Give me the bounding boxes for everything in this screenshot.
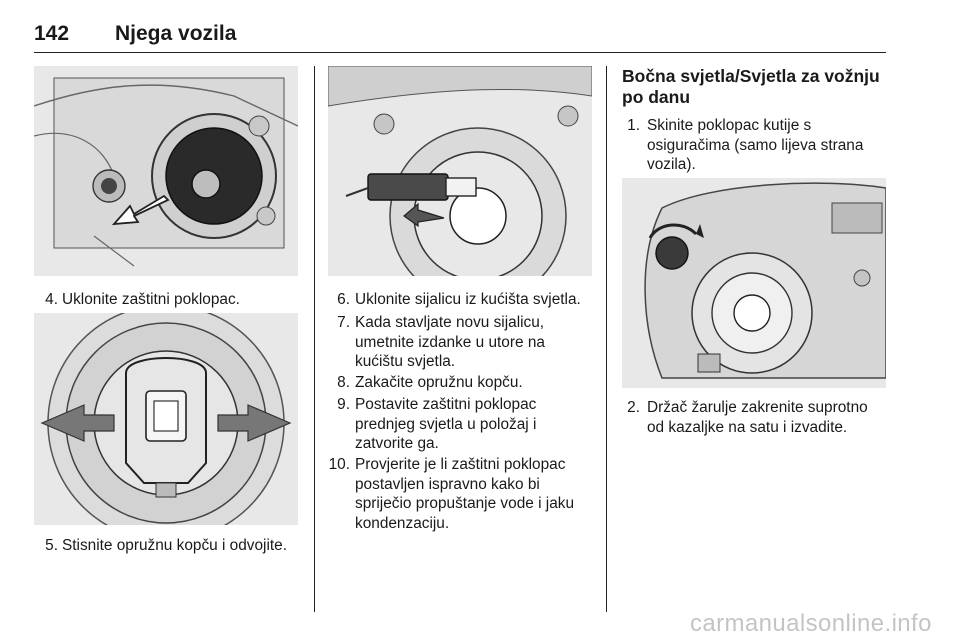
step-text: Uklonite sijalicu iz kućišta svjetla. <box>355 291 581 308</box>
page-title: Njega vozila <box>115 22 237 45</box>
step-text: Kada stavljate novu sijalicu, umetnite izdanke u utore na kućištu svjetla. <box>355 314 545 370</box>
side-light-drawing <box>622 178 886 388</box>
column-divider-2 <box>606 66 607 612</box>
step-text: Držač žarulje zakrenite suprotno od kazaljke na satu i izvadite. <box>647 399 868 436</box>
step-4 <box>34 290 304 310</box>
illustration-side-light <box>622 178 886 388</box>
step-6 <box>322 290 598 310</box>
bulb-removal-drawing <box>328 66 592 276</box>
step-text: Skinite poklopac kutije s osiguračima (samo lijeva strana vozila). <box>647 117 864 173</box>
step-number: 6. <box>337 291 350 308</box>
column-divider-1 <box>314 66 315 612</box>
headlamp-cover-drawing <box>34 66 298 276</box>
step-2 <box>622 398 886 438</box>
illustration-spring-clip <box>34 313 298 525</box>
step-number: 2. <box>627 399 640 416</box>
section-title: Bočna svjetla/Svjetla za vožnju po danu <box>622 66 880 107</box>
illustration-cover-removal <box>34 66 298 276</box>
page-number: 142 <box>34 22 70 45</box>
watermark: carmanualsonline.info <box>690 610 932 637</box>
step-8 <box>322 373 598 393</box>
step-number: 4. <box>45 291 58 308</box>
step-text: Provjerite je li zaštitni poklopac postavljen ispravno kako bi spriječio propuštanje vode i jaku kondenzaciju. <box>355 456 575 532</box>
step-number: 1. <box>627 117 640 134</box>
step-number: 5. <box>45 537 58 554</box>
illustration-bulb-removal <box>328 66 592 276</box>
step-number: 10. <box>328 456 350 473</box>
step-9 <box>322 395 598 455</box>
page-header <box>34 14 886 53</box>
step-text: Zakačite opružnu kopču. <box>355 374 523 391</box>
step-number: 9. <box>337 396 350 413</box>
spring-clip-drawing <box>34 313 298 525</box>
step-number: 8. <box>337 374 350 391</box>
step-text: Uklonite zaštitni poklopac. <box>62 291 240 308</box>
step-text: Postavite zaštitni poklopac prednjeg svjetla u položaj i zatvorite ga. <box>355 396 537 452</box>
step-1 <box>622 116 884 176</box>
step-text: Stisnite opružnu kopču i odvojite. <box>62 537 288 554</box>
step-10 <box>322 455 598 535</box>
step-number: 7. <box>337 314 350 331</box>
step-5 <box>34 536 306 556</box>
step-7 <box>322 313 598 373</box>
